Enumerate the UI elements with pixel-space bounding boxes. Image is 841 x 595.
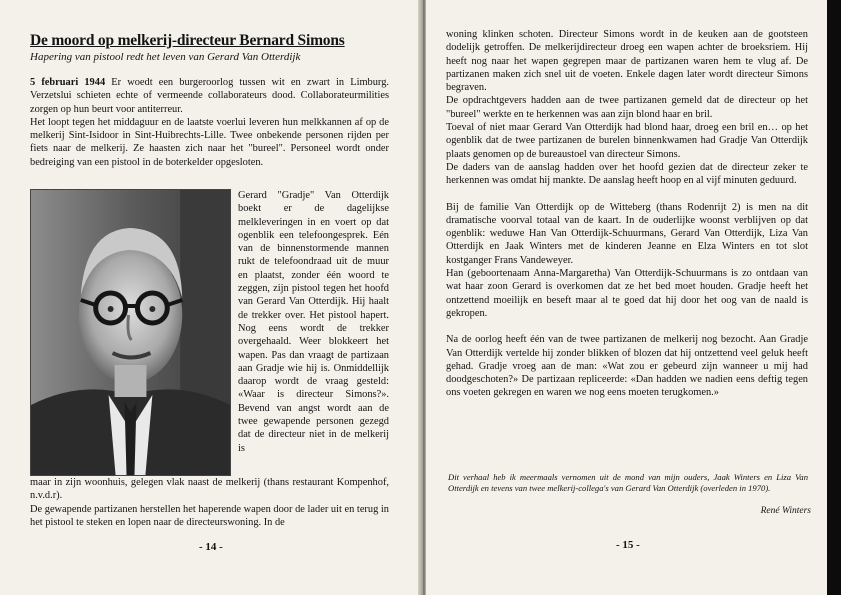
portrait-photo — [30, 189, 231, 476]
right-paragraph-6: Han (geboortenaam Anna-Margaretha) Van Otterdijk-Schuurmans is zo ontdaan van wat haar zoon Gerard is overkomen dat ze het bed moet houden. Gradje heeft het ontzettend moeilijk en beseft maar al te goed dat hij door het oog van de naald is gekropen. — [446, 268, 808, 319]
right-main-text — [446, 28, 808, 400]
right-page — [426, 0, 841, 595]
article-title: De moord op melkerij-directeur Bernard Simons — [30, 32, 345, 49]
right-paragraph-1: woning klinken schoten. Directeur Simons wordt in de keuken aan de gootsteen dodelijk getroffen. De melkerijdirecteur droeg een wapen achter de broeksriem. Hij heeft nog naar het wapen gegrepen maar de partizanen waren hem te vlug af. De partizanen maken zich snel uit de voeten. Enkele dagen later wordt directeur Simons begraven. — [446, 29, 808, 94]
text-beside-photo — [238, 189, 389, 455]
scan-edge — [827, 0, 841, 595]
right-paragraph-4: De daders van de aanslag hadden over het hoofd gezien dat de directeur zeker te herkennen was omdat hij mankte. De aanslag heeft hoop en al vijf minuten geduurd. — [446, 161, 808, 187]
paragraph-3-continued: maar in zijn woonhuis, gelegen vlak naast de melkerij (thans restaurant Kompenhof, n.v.d.r). — [30, 477, 389, 502]
right-paragraph-2: De opdrachtgevers hadden aan de twee partizanen gemeld dat de directeur op het "bureel" werkte en te herkennen was aan zijn blond haar en bril. — [446, 95, 808, 120]
paragraph-3: Gerard "Gradje" Van Otterdijk boekt er de dagelijkse melkleveringen in en voert op dat ogenblik een telefoongesprek. Eén van de binnenstormende mannen rukt de telefoondraad uit de muur en plaatst, zonder één woord te zeggen, zijn pistool tegen het hoofd van Gerard Van Otterdijk. Hij haalt de trekker over. Het pistool hapert. Nog eens wordt de trekker overgehaald. Weer blokkeert het wapen. Pas dan vraagt de partizaan aan Gradje wie hij is. Onmiddellijk daarop wordt de vraag gesteld: «Waar is directeur Simons?». Bevend van angst wordt aan de twee gewapende personen gezegd dat de directeur niet in de melkerij is — [238, 190, 389, 454]
article-subtitle: Hapering van pistool redt het leven van Gerard Van Otterdijk — [30, 51, 301, 63]
right-paragraph-3: Toeval of niet maar Gerard Van Otterdijk had blond haar, droeg een bril en… op het ogenblik dat de twee partizanen de burelen binnenkwamen had Gradje Van Otterdijk plaats genomen op de bureaustoel van directeur Simons. — [446, 122, 808, 160]
intro-text: Er woedt een burgeroorlog tussen wit en zwart in Limburg. Verzetslui schieten echte of vermeende collaborateurs dood. Collaborateurmilities zorgen op hun beurt voor antiterreur. — [30, 77, 389, 115]
left-bottom-text — [30, 476, 389, 529]
author-signature: René Winters — [760, 506, 811, 516]
paragraph-2: Het loopt tegen het middaguur en de laatste voerlui leveren hun melkkannen af op de melkerij Sint-Isidoor in Sint-Huibrechts-Lille. Twee onbekende personen rijden per fiets naar de melkerij. Ze haasten zich naar het "bureel". Personeel wordt onder bedreiging van een pistool in de boterkelder opgesloten. — [30, 116, 389, 168]
intro-paragraph — [30, 76, 389, 116]
paragraph-4: De gewapende partizanen herstellen het haperende wapen door de lader uit en terug in het pistool te steken en lopen naar de directeurswoning. In de — [30, 503, 389, 528]
right-paragraph-7: Na de oorlog heeft één van de twee partizanen de melkerij nog bezocht. Aan Gradje Van Otterdijk vertelde hij zonder blikken of blozen dat hij ontzettend veel geluk heeft gehad. Gradje vroeg aan de man: «Wat zou er gebeurd zijn wanneer u mij had doodgeschoten?» De partizaan repliceerde: «Dan hadden we nadien eens deftig tegen ons voeten gekregen en waren we nog eens moeten terugkomen.» — [446, 334, 808, 399]
article-date: 5 februari 1944 — [30, 77, 106, 88]
page-number-right: - 15 - — [616, 539, 640, 551]
left-intro-text — [30, 76, 389, 169]
right-paragraph-5: Bij de familie Van Otterdijk op de Witteberg (thans Rodenrijt 2) is men na dit dramatische voorval totaal van de kaart. In de ouderlijke woonst verblijven op dat ogenblik: weduwe Han Van Otterdijk-Schuurmans, Gerard Van Otterdijk, Liza Van Otterdijk en Jaak Winters met de kinderen Jeanne en Elza Winters en tot slot kostganger Frans Vandeweyer. — [446, 201, 808, 266]
page-number-left: - 14 - — [199, 541, 223, 553]
source-note: Dit verhaal heb ik meermaals vernomen uit de mond van mijn ouders, Jaak Winters en Liza Van Otterdijk en tevens van twee melkerij-collega's van Gerard Van Otterdijk (overleden in 1970). — [448, 472, 808, 494]
